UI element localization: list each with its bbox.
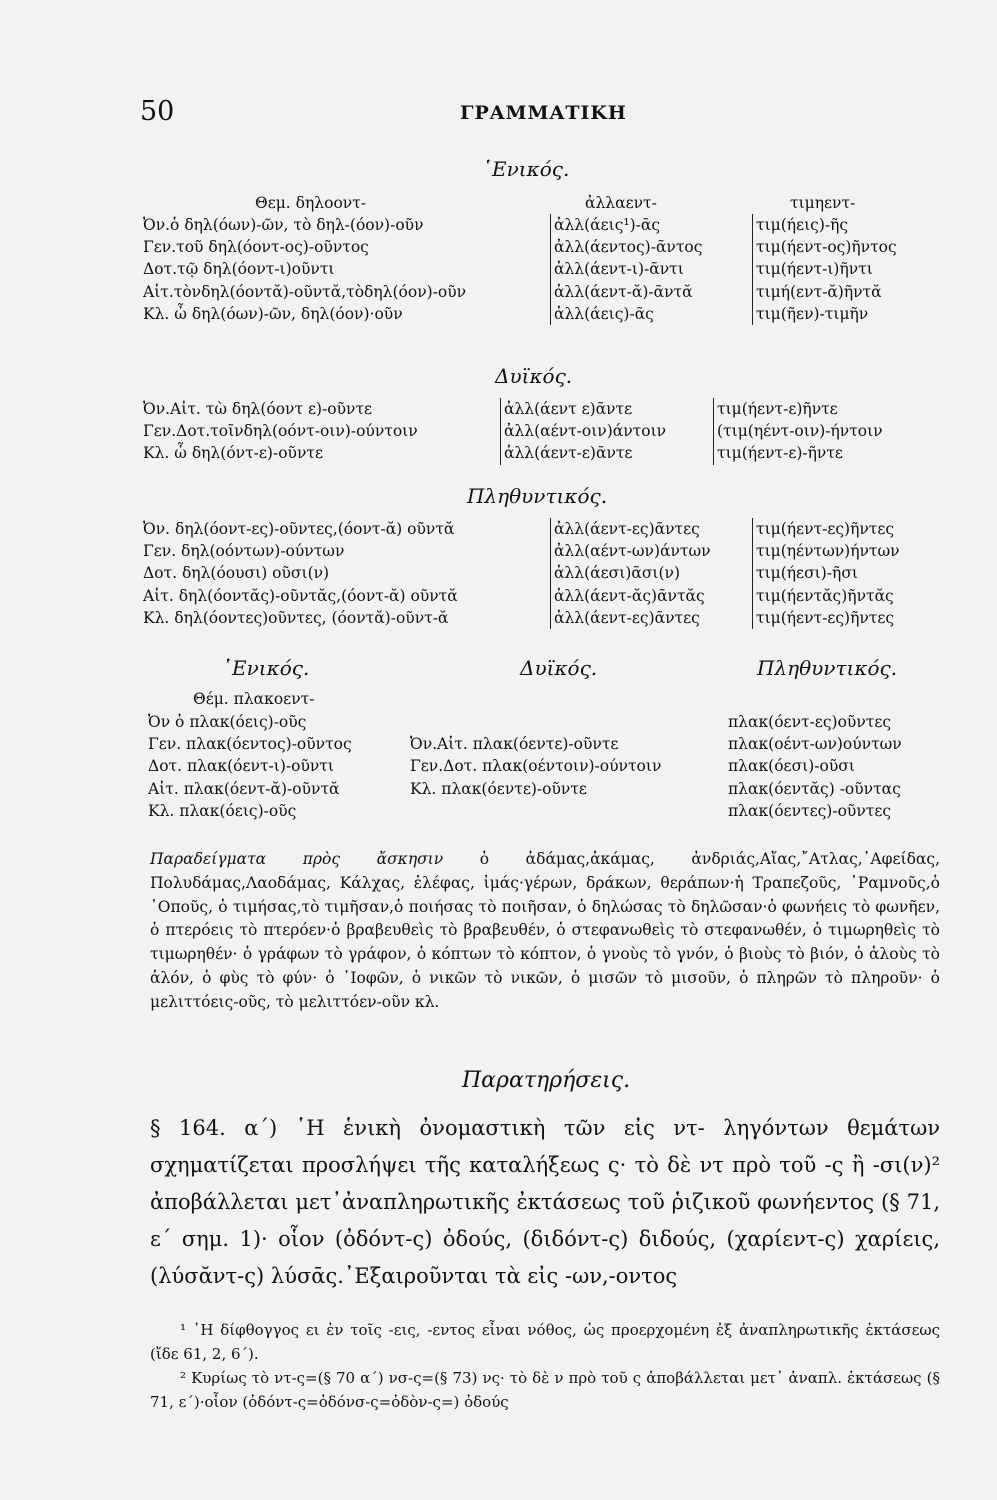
table-cell: Κλ. ὦ δηλ(όων)-ῶν, δηλ(όον)·οῦν bbox=[143, 304, 403, 323]
table-cell: ἀλλ(άεσι)ᾶσι(ν) bbox=[554, 564, 681, 583]
table-cell: τιμ(ήεντ-ε)ῆντε bbox=[717, 400, 838, 418]
table-cell: Ὀν.Αἰτ. τὼ δηλ(όοντ ε)-οῦντε bbox=[143, 400, 373, 418]
block2-plural-heading: Πληθυντικός. bbox=[757, 656, 898, 680]
page-number: 50 bbox=[140, 96, 175, 127]
block2-dual-heading: Δυϊκός. bbox=[520, 656, 598, 680]
page-header bbox=[140, 96, 937, 136]
table-cell: Κλ. πλακ(όεντε)-οῦντε bbox=[410, 779, 587, 798]
dual-heading: Δυϊκός. bbox=[495, 364, 573, 388]
table-cell: Γεν.Δοτ. πλακ(οέντοιν)-ούντοιν bbox=[410, 757, 662, 776]
observations-heading: Παρατηρήσεις. bbox=[462, 1068, 631, 1093]
table-cell: τιμ(ήεις)-ῆς bbox=[756, 216, 849, 234]
table-cell: ἀλλ(άεις)-ᾶς bbox=[554, 304, 654, 323]
table-cell: (τιμ(ηέντ-οιν)-ήντοιν bbox=[717, 422, 883, 441]
table-cell: Αἰτ. πλακ(όεντ-ᾰ)-οῦντᾰ bbox=[148, 779, 340, 798]
table-cell: Δοτ. πλακ(όεντ-ι)-οῦντι bbox=[148, 757, 334, 776]
table-cell: ἀλλ(αέντ-οιν)άντοιν bbox=[504, 422, 667, 441]
table-cell: Κλ. πλακ(όεις)-οῦς bbox=[148, 801, 297, 820]
table-cell: Δοτ. δηλ(όουσι) οῦσι(ν) bbox=[143, 564, 330, 583]
table-cell: ἀλλ(αέντ-ων)άντων bbox=[554, 542, 711, 561]
block2-singular-heading: ῾Ενικός. bbox=[222, 656, 310, 680]
table-cell: τιμ(ήεντ-ε)-ῆντε bbox=[717, 444, 843, 463]
table-cell: πλακ(όεντες)-οῦντες bbox=[728, 801, 892, 820]
table-cell: τιμ(ηέντων)ήντων bbox=[756, 542, 900, 561]
table-cell: ἀλλ(άεντ-ες)ᾶντες bbox=[554, 608, 700, 627]
table-cell: Αἰτ.τὸνδηλ(όοντᾰ)-οῦντᾰ,τὸδηλ(όον)-οῦν bbox=[143, 282, 467, 301]
theme-3: τιμηεντ- bbox=[790, 194, 856, 212]
table-cell: Γεν.τοῦ δηλ(όοντ-ος)-οῦντος bbox=[143, 238, 369, 257]
footnote-2: ² Κυρίως τὸ ντ-ς=(§ 70 α΄) νσ-ς=(§ 73) νς· τὸ δὲ ν πρὸ τοῦ ς ἀποβάλλεται μετ᾽ ἀναπλ. ἐκτάσεως (§ 71, ε΄)·οἷον (ὀδόντ-ς=ὀδόνσ-ς=ὀδὸν-ς=) ὀδούς bbox=[150, 1369, 940, 1411]
table-cell: Δοτ.τῷ δηλ(όοντ-ι)οῦντι bbox=[143, 260, 335, 279]
table-cell: πλακ(οέντ-ων)ούντων bbox=[728, 735, 902, 754]
table-cell bbox=[410, 711, 725, 733]
footnotes bbox=[150, 1318, 940, 1414]
table-cell: Ὀν.ὁ δηλ(όων)-ῶν, τὸ δηλ-(όον)-οῦν bbox=[143, 216, 424, 234]
table-cell: ἀλλ(άεντ-ᾰς)ᾶντᾰς bbox=[554, 586, 705, 605]
block2-table bbox=[148, 711, 943, 823]
table-cell: Ὀν.Αἰτ. πλακ(όεντε)-οῦντε bbox=[410, 735, 619, 754]
table-cell: ἀλλ(άεντος)-ᾶντος bbox=[554, 238, 703, 257]
dual-table bbox=[143, 398, 943, 465]
singular-table bbox=[143, 214, 943, 326]
table-cell: ἀλλ(άεις¹)-ᾶς bbox=[554, 216, 661, 234]
theme-2: ἀλλαεντ- bbox=[585, 194, 657, 212]
table-cell: πλακ(όεντᾰς) -οῦντας bbox=[728, 779, 901, 798]
block2-theme: Θέμ. πλακοεντ- bbox=[193, 690, 315, 708]
table-cell: ἀλλ(άεντ-ι)-ᾶντι bbox=[554, 260, 684, 279]
table-cell: τιμ(ήεντ-ες)ῆντες bbox=[756, 520, 895, 538]
table-cell: ἀλλ(άεντ-ες)ᾶντες bbox=[554, 520, 700, 538]
table-cell: τιμή(εντ-ᾰ)ῆντᾰ bbox=[756, 282, 882, 301]
table-cell: τιμ(ήεντᾰς)ῆντᾰς bbox=[756, 586, 894, 605]
table-cell: τιμ(ήεντ-ι)ῆντι bbox=[756, 260, 873, 279]
table-cell: τιμ(ήεντ-ες)ῆντες bbox=[756, 608, 895, 627]
table-cell: πλακ(όεσι)-οῦσι bbox=[728, 757, 855, 776]
theme-1: Θεμ. δηλοοντ- bbox=[255, 194, 367, 212]
exercises-lead: Παραδείγματα πρὸς ἄσκησιν bbox=[150, 850, 444, 868]
table-cell: Ὀν ὁ πλακ(όεις)-οῦς bbox=[148, 713, 307, 731]
table-cell: Κλ. δηλ(όοντες)οῦντες, (όοντᾰ)-οῦντ-ᾰ bbox=[143, 608, 449, 627]
table-cell: Κλ. ὦ δηλ(όντ-ε)-οῦντε bbox=[143, 444, 323, 463]
table-cell: Αἰτ. δηλ(όοντᾰς)-οῦντᾰς,(όοντ-ᾰ) οῦντᾰ bbox=[143, 586, 458, 605]
exercises-text: ὁ ἀδάμας,ἀκάμας, ἀνδριάς,Αἴας,῎Ατλας,᾽Αφείδας, Πολυδάμας,Λαοδάμας, Κάλχας, ἐλέφας, ἱμάς·γέρων, δράκων, θεράπων·ἡ Τραπεζοῦς, ῾Ραμνοῦς,ὁ ᾽Οποῦς, ὁ τιμήσας,τὸ τιμῆσαν,ὁ ποιήσας τὸ ποιῆσαν, ὁ δηλώσας τὸ δηλῶσαν·ὁ φωνήεις τὸ φωνῆεν, ὁ πτερόεις τὸ πτερόεν·ὁ βραβευθεὶς τὸ βραβευθέν, ὁ στεφανωθεὶς τὸ στεφανωθέν, ὁ τιμωρηθεὶς τὸ τιμωρηθέν· ὁ γράφων τὸ γράφον, ὁ κόπτων τὸ κόπτον, ὁ γνοὺς τὸ γνόν, ὁ βιοὺς τὸ βιόν, ὁ ἁλοὺς τὸ ἁλόν, ὁ φὺς τὸ φύν· ὁ ᾽Ιοφῶν, ὁ νικῶν τὸ νικῶν, ὁ μισῶν τὸ μισοῦν, ὁ πληρῶν τὸ πληροῦν· ὁ μελιττόεις-οῦς, τὸ μελιττόεν-οῦν κλ. bbox=[150, 850, 940, 1011]
singular-heading: ῾Ενικός. bbox=[482, 157, 570, 181]
section-164-paragraph: § 164. α΄) ῾Η ἑνικὴ ὀνομαστικὴ τῶν εἰς ντ- ληγόντων θεμάτων σχηματίζεται προσλήψει τῆς καταλήξεως ς· τὸ δὲ ντ πρὸ τοῦ -ς ἢ -σι(ν)² ἀποβάλλεται μετ᾽ἀναπληρωτικῆς ἐκτάσεως τοῦ ῥιζικοῦ φωνήεντος (§ 71, ε΄ σημ. 1)· οἷον (ὀδόντ-ς) ὀδούς, (διδόντ-ς) διδούς, (χαρίεντ-ς) χαρίεις, (λύσᾰντ-ς) λύσᾱς.᾽Εξαιροῦνται τὰ εἰς -ων,-οντος bbox=[150, 1116, 940, 1288]
plural-table bbox=[143, 518, 943, 630]
table-cell: ἀλλ(άεντ ε)ᾶντε bbox=[504, 400, 633, 418]
table-cell: Ὀν. δηλ(όοντ-ες)-οῦντες,(όοντ-ᾰ) οῦντᾰ bbox=[143, 520, 455, 538]
footnote-1: ¹ ῾Η δίφθογγος ει ἐν τοῖς -εις, -εντος εἶναι νόθος, ὡς προερχομένη ἐξ ἀναπληρωτικῆς ἐκτάσεως (ἴδε 61, 2, 6΄). bbox=[150, 1321, 940, 1363]
plural-heading: Πληθυντικός. bbox=[467, 484, 608, 508]
table-cell: τιμ(ῆεν)-τιμῆν bbox=[756, 304, 869, 323]
table-cell: τιμ(ήεσι)-ῆσι bbox=[756, 564, 858, 583]
table-cell: Γεν.Δοτ.τοῖνδηλ(οόντ-οιν)-ούντοιν bbox=[143, 422, 418, 441]
table-cell: τιμ(ήεντ-ος)ῆντος bbox=[756, 238, 897, 257]
table-cell: Γεν. δηλ(οόντων)-ούντων bbox=[143, 542, 345, 561]
table-cell: ἀλλ(άεντ-ε)ᾶντε bbox=[504, 444, 633, 463]
table-cell: ἀλλ(άεντ-ᾰ)-ᾶντᾰ bbox=[554, 282, 693, 301]
exercises-paragraph bbox=[150, 848, 940, 1015]
table-cell bbox=[410, 800, 725, 822]
table-cell: Γεν. πλακ(όεντος)-οῦντος bbox=[148, 735, 352, 754]
running-title: ΓΡΑΜΜΑΤΙΚΗ bbox=[460, 102, 627, 124]
table-cell: πλακ(όεντ-ες)οῦντες bbox=[728, 713, 892, 731]
